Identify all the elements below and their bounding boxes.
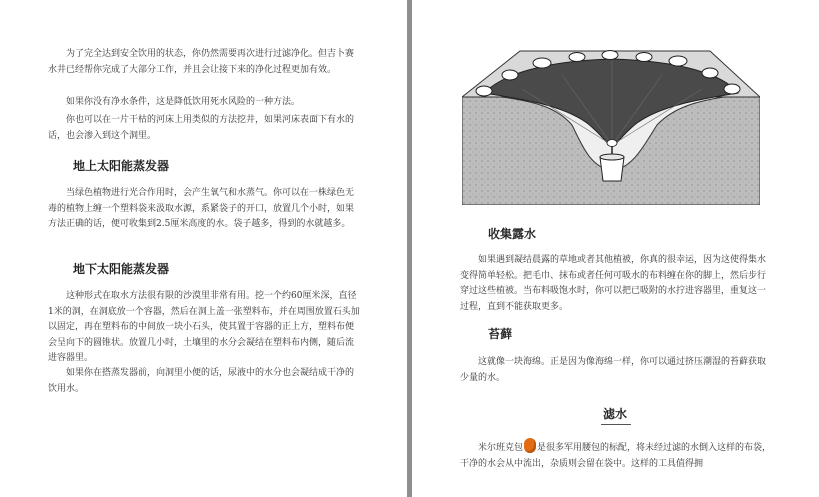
paragraph-no-purifier: 如果你没有净水条件，这是降低饮用死水风险的一种方法。	[66, 97, 301, 107]
paragraph-filter-again: 为了完全达到安全饮用的状态，你仍然需要再次进行过滤净化。但吉卜赛水井已经帮你完成了大部分工作，并且会让接下来的净化过程更加有效。	[48, 49, 355, 75]
heading-collect-dew: 收集露水	[488, 227, 537, 241]
paragraph-millbank-bag	[460, 438, 772, 472]
collection-container	[600, 157, 624, 181]
paragraph-millbank-start: 米尔班克包	[478, 443, 524, 453]
paragraph-dry-riverbed: 你也可以在一片干枯的河床上用类似的方法挖井，如果河床表面下有水的话，也会渗入到这个洞里。	[48, 115, 355, 141]
paragraph-urine-tip: 如果你在搭蒸发器前，向洞里小便的话，尿液中的水分也会凝结成干净的饮用水。	[48, 368, 355, 394]
paragraph-plant-bag: 当绿色植物进行光合作用时，会产生氧气和水蒸气。你可以在一株绿色无毒的植物上缠一个塑料袋来汲取水源，系紧袋子的开口，放置几个小时，如果方法正确的话，便可收集到2.5厘米高度的水。袋子越多，得到的水就越多。	[48, 188, 355, 230]
paragraph-desert-still: 这种形式在取水方法很有限的沙漠里非常有用。挖一个约60厘米深，直径1米的洞，在洞底放一个容器，然后在洞上盖一张塑料布，并在周围放置石头加以固定，再在塑料布的中间放一块小石头，使其置于容器的正上方，塑料布便会呈向下的圆锥状。放置几小时，土壤里的水分会凝结在塑料布内侧，随后流进容器里。	[48, 291, 360, 364]
paragraph-moss: 这就像一块海绵。正是因为像海绵一样，你可以通过挤压潮湿的苔藓获取少量的水。	[460, 357, 767, 383]
heading-underline	[601, 424, 631, 425]
solar-still-illustration	[462, 45, 760, 205]
heading-below-ground-still: 地下太阳能蒸发器	[73, 262, 170, 276]
center-stone	[607, 140, 617, 147]
paragraph-millbank-rest: 是很多军用腰包的标配，将未经过滤的水倒入这样的布袋，干净的水会从中流出，杂质则会留在袋中。这样的工具值得拥	[460, 443, 772, 469]
heading-filter-water: 滤水	[603, 407, 628, 421]
heading-above-ground-still: 地上太阳能蒸发器	[73, 159, 170, 173]
bag-pill-icon	[524, 438, 536, 453]
paragraph-collect-dew: 如果遇到凝结晨露的草地或者其他植被，你真的很幸运，因为这使得集水变得简单轻松。把毛巾、抹布或者任何可吸水的布料缠在你的脚上，然后步行穿过这些植被。当布料吸饱水时，你可以把已吸附的水拧进容器里，重复这一过程，直到不能获取更多。	[460, 255, 767, 312]
heading-moss: 苔藓	[488, 327, 513, 341]
